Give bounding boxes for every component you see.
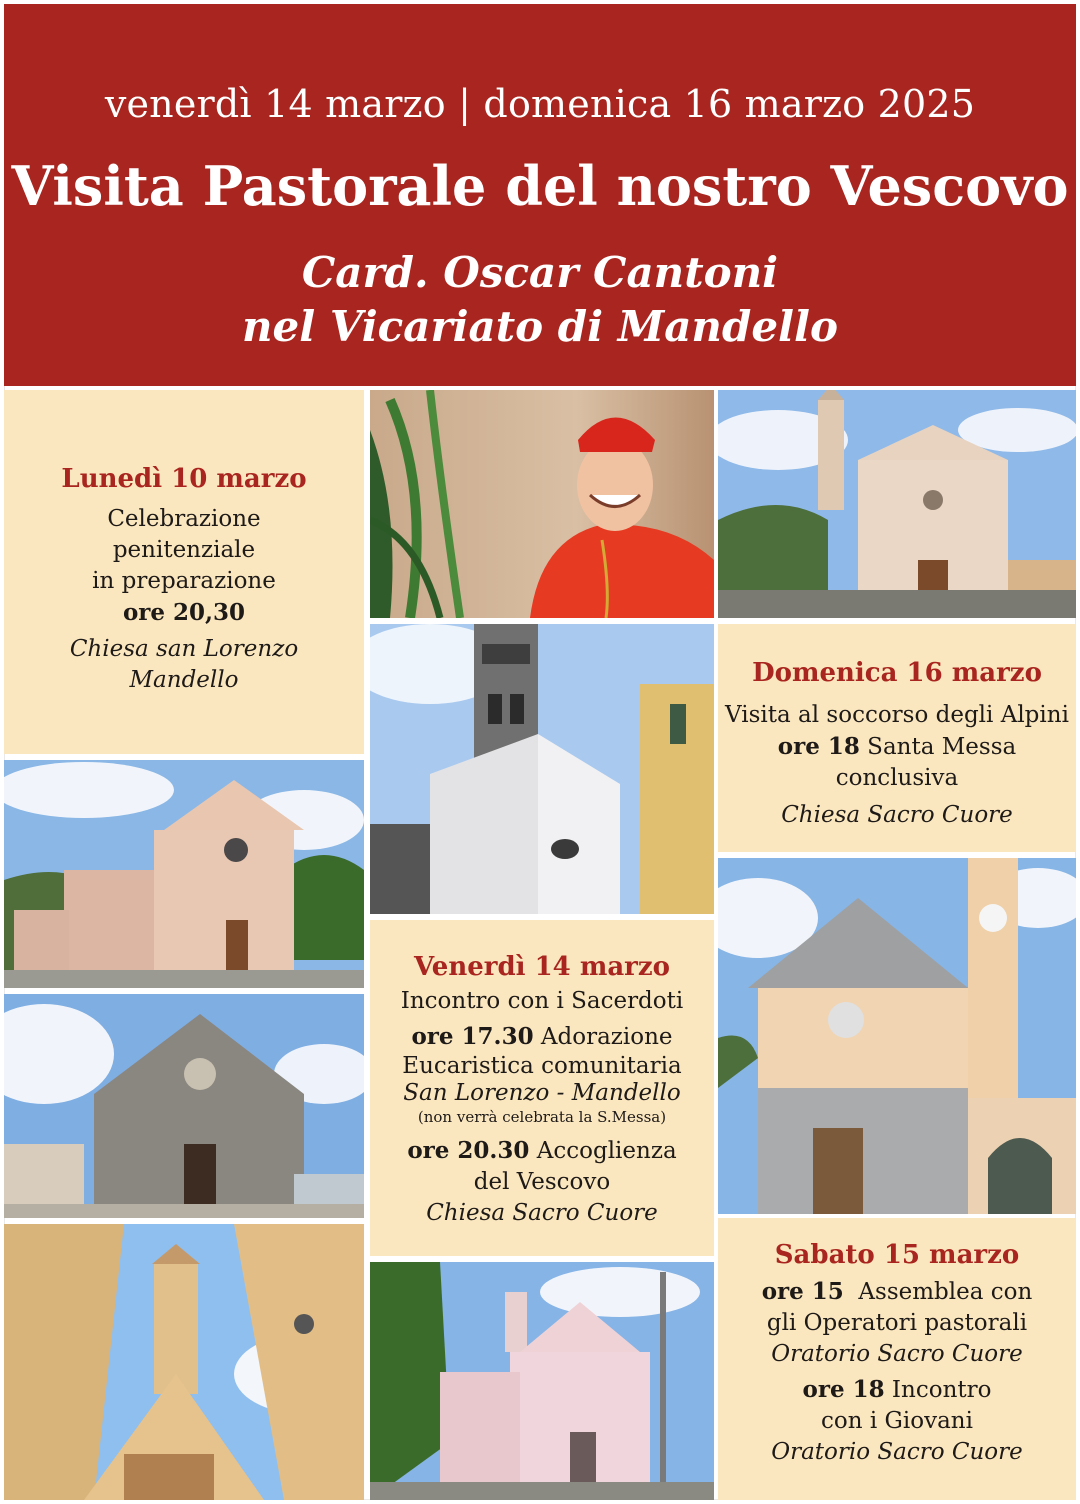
card-place: Oratorio Sacro Cuore bbox=[771, 1439, 1023, 1465]
cardinal-photo bbox=[370, 390, 714, 618]
card-place: Chiesa san Lorenzo bbox=[69, 636, 299, 662]
card-day-title: Sabato 15 marzo bbox=[774, 1240, 1020, 1270]
card-day-title: Lunedì 10 marzo bbox=[61, 464, 307, 494]
church-photo-6 bbox=[370, 1262, 714, 1500]
card-time: ore 15 bbox=[761, 1278, 844, 1305]
card-text: Incontro con i Sacerdoti bbox=[400, 988, 684, 1014]
card-sunday bbox=[718, 624, 1076, 852]
card-text: con i Giovani bbox=[821, 1408, 973, 1434]
church-photo-3 bbox=[4, 994, 364, 1218]
card-place: Mandello bbox=[129, 667, 239, 693]
card-friday bbox=[370, 920, 714, 1256]
card-note: (non verrà celebrata la S.Messa) bbox=[417, 1108, 667, 1126]
card-text: Celebrazione bbox=[107, 506, 261, 532]
card-time: ore 18 bbox=[802, 1376, 885, 1403]
card-place: Chiesa Sacro Cuore bbox=[426, 1200, 658, 1226]
card-text: Santa Messa bbox=[859, 734, 1017, 760]
card-place: Oratorio Sacro Cuore bbox=[771, 1341, 1023, 1367]
card-place: San Lorenzo - Mandello bbox=[403, 1080, 681, 1106]
card-place: Chiesa Sacro Cuore bbox=[781, 802, 1013, 828]
card-time: ore 18 bbox=[777, 733, 860, 760]
header-banner bbox=[4, 4, 1076, 386]
poster-title: Visita Pastorale del nostro Vescovo bbox=[11, 154, 1069, 218]
church-photo-1 bbox=[718, 390, 1076, 618]
card-text: gli Operatori pastorali bbox=[766, 1310, 1028, 1336]
card-time: ore 20,30 bbox=[122, 599, 246, 626]
church-photo-2 bbox=[4, 760, 364, 988]
card-day-title: Domenica 16 marzo bbox=[752, 658, 1042, 688]
card-text: Eucaristica comunitaria bbox=[402, 1053, 682, 1079]
card-text: conclusiva bbox=[835, 765, 959, 791]
church-photo-5 bbox=[718, 858, 1076, 1214]
card-text: in preparazione bbox=[92, 568, 276, 594]
bell-tower-photo bbox=[370, 624, 714, 914]
poster-subtitle-line1: Card. Oscar Cantoni bbox=[301, 248, 779, 297]
card-text: Adorazione bbox=[533, 1024, 673, 1050]
card-saturday bbox=[718, 1218, 1076, 1500]
card-day-title: Venerdì 14 marzo bbox=[414, 952, 670, 982]
card-text: Assemblea con bbox=[843, 1279, 1033, 1305]
card-text: Accoglienza bbox=[529, 1138, 677, 1164]
event-dates: venerdì 14 marzo | domenica 16 marzo 2025 bbox=[104, 82, 976, 126]
card-time: ore 20.30 bbox=[407, 1137, 530, 1164]
card-time: ore 17.30 bbox=[411, 1023, 534, 1050]
church-photo-4 bbox=[4, 1224, 364, 1500]
poster-subtitle-line2: nel Vicariato di Mandello bbox=[242, 302, 838, 351]
card-text: del Vescovo bbox=[473, 1169, 611, 1195]
card-text: Visita al soccorso degli Alpini bbox=[725, 702, 1069, 728]
card-monday bbox=[4, 390, 364, 754]
card-text: penitenziale bbox=[112, 537, 256, 563]
card-text: Incontro bbox=[884, 1377, 992, 1403]
